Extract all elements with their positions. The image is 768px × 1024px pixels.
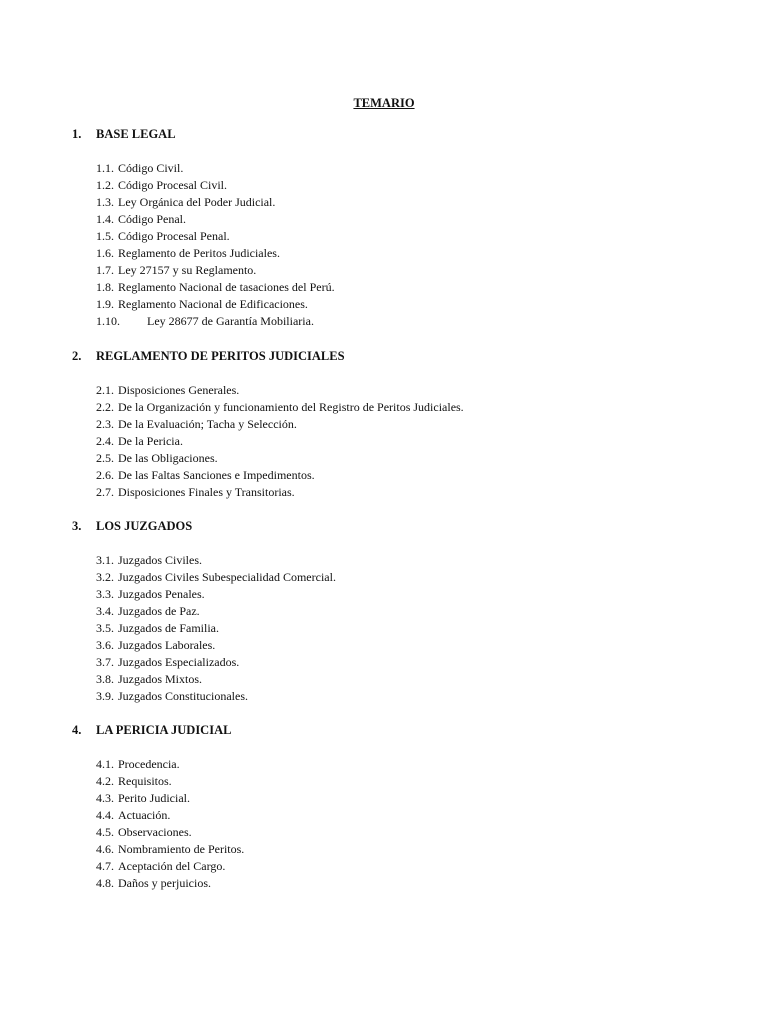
list-item-number: 2.3. <box>96 417 114 431</box>
list-item <box>96 211 712 228</box>
list-item-text: Ley 28677 de Garantía Mobiliaria. <box>147 314 314 328</box>
list-item <box>96 228 712 245</box>
list-item <box>96 450 712 467</box>
list-item-text: De la Organización y funcionamiento del Registro de Peritos Judiciales. <box>118 400 464 414</box>
section-number: 3. <box>72 519 82 533</box>
list-item-number: 4.3. <box>96 791 114 805</box>
section-number: 1. <box>72 127 82 141</box>
list-item <box>96 841 712 858</box>
list-item-text: Código Procesal Civil. <box>118 178 227 192</box>
section-item-list <box>72 756 712 892</box>
list-item-text: Código Penal. <box>118 212 186 226</box>
list-item-number: 3.9. <box>96 689 114 703</box>
list-item <box>96 688 712 705</box>
list-item-text: Código Civil. <box>118 161 184 175</box>
list-item-text: Juzgados Civiles. <box>118 553 202 567</box>
list-item-text: Juzgados de Familia. <box>118 621 219 635</box>
list-item-number: 1.9. <box>96 297 114 311</box>
list-item <box>96 620 712 637</box>
list-item <box>96 858 712 875</box>
section-item-list <box>72 160 712 330</box>
list-item-number: 3.2. <box>96 570 114 584</box>
list-item-text: De la Evaluación; Tacha y Selección. <box>118 417 297 431</box>
list-item <box>96 552 712 569</box>
list-item-text: Juzgados Constitucionales. <box>118 689 248 703</box>
list-item <box>96 177 712 194</box>
list-item-number: 1.5. <box>96 229 114 243</box>
list-item-text: De la Pericia. <box>118 434 183 448</box>
list-item-number: 1.3. <box>96 195 114 209</box>
list-item <box>96 416 712 433</box>
section-item-list <box>72 552 712 705</box>
list-item-number: 3.7. <box>96 655 114 669</box>
list-item <box>96 245 712 262</box>
list-item <box>96 756 712 773</box>
list-item-text: Juzgados Mixtos. <box>118 672 202 686</box>
list-item <box>96 773 712 790</box>
list-item <box>96 399 712 416</box>
list-item <box>96 637 712 654</box>
list-item-text: De las Obligaciones. <box>118 451 218 465</box>
list-item <box>96 790 712 807</box>
section-los-juzgados <box>72 517 712 705</box>
list-item-number: 4.7. <box>96 859 114 873</box>
list-item <box>96 313 712 330</box>
list-item-number: 4.5. <box>96 825 114 839</box>
list-item-number: 1.10. <box>96 314 120 328</box>
list-item-text: Actuación. <box>118 808 171 822</box>
list-item-number: 3.3. <box>96 587 114 601</box>
list-item-text: Reglamento de Peritos Judiciales. <box>118 246 280 260</box>
list-item <box>96 194 712 211</box>
list-item <box>96 875 712 892</box>
list-item <box>96 279 712 296</box>
list-item-number: 2.7. <box>96 485 114 499</box>
list-item <box>96 382 712 399</box>
section-pericia-judicial <box>72 721 712 892</box>
list-item <box>96 467 712 484</box>
list-item-text: Juzgados Civiles Subespecialidad Comercial. <box>118 570 336 584</box>
list-item-text: Código Procesal Penal. <box>118 229 230 243</box>
list-item-number: 1.4. <box>96 212 114 226</box>
list-item <box>96 262 712 279</box>
list-item-text: Daños y perjuicios. <box>118 876 211 890</box>
list-item-text: Perito Judicial. <box>118 791 190 805</box>
list-item-text: Juzgados Especializados. <box>118 655 240 669</box>
section-number: 2. <box>72 349 82 363</box>
document-title: TEMARIO <box>353 96 415 110</box>
section-heading <box>72 517 712 535</box>
list-item-number: 2.6. <box>96 468 114 482</box>
list-item <box>96 824 712 841</box>
section-title: LA PERICIA JUDICIAL <box>96 723 232 737</box>
list-item-number: 1.8. <box>96 280 114 294</box>
section-number: 4. <box>72 723 82 737</box>
list-item-number: 4.6. <box>96 842 114 856</box>
list-item <box>96 586 712 603</box>
section-title: LOS JUZGADOS <box>96 519 193 533</box>
list-item-text: De las Faltas Sanciones e Impedimentos. <box>118 468 315 482</box>
list-item-text: Reglamento Nacional de tasaciones del Perú. <box>118 280 335 294</box>
list-item-number: 4.1. <box>96 757 114 771</box>
list-item-number: 4.2. <box>96 774 114 788</box>
section-heading <box>72 125 712 143</box>
list-item <box>96 654 712 671</box>
section-heading <box>72 721 712 739</box>
list-item <box>96 603 712 620</box>
list-item-number: 3.8. <box>96 672 114 686</box>
section-heading <box>72 347 712 365</box>
list-item-number: 4.8. <box>96 876 114 890</box>
section-base-legal <box>72 125 712 330</box>
list-item-number: 3.6. <box>96 638 114 652</box>
list-item <box>96 484 712 501</box>
list-item-text: Ley Orgánica del Poder Judicial. <box>118 195 276 209</box>
list-item-number: 1.7. <box>96 263 114 277</box>
list-item-text: Disposiciones Generales. <box>118 383 240 397</box>
list-item <box>96 160 712 177</box>
list-item-text: Reglamento Nacional de Edificaciones. <box>118 297 308 311</box>
list-item <box>96 569 712 586</box>
list-item-number: 2.2. <box>96 400 114 414</box>
section-item-list <box>72 382 712 501</box>
list-item-number: 4.4. <box>96 808 114 822</box>
list-item-number: 2.4. <box>96 434 114 448</box>
list-item <box>96 807 712 824</box>
section-reglamento-peritos <box>72 347 712 501</box>
list-item-text: Ley 27157 y su Reglamento. <box>118 263 257 277</box>
list-item-number: 3.5. <box>96 621 114 635</box>
list-item <box>96 296 712 313</box>
list-item-number: 1.6. <box>96 246 114 260</box>
list-item-text: Requisitos. <box>118 774 172 788</box>
list-item-number: 3.1. <box>96 553 114 567</box>
list-item-number: 2.1. <box>96 383 114 397</box>
section-title: BASE LEGAL <box>96 127 176 141</box>
list-item-number: 1.1. <box>96 161 114 175</box>
list-item <box>96 433 712 450</box>
list-item-number: 2.5. <box>96 451 114 465</box>
list-item-number: 3.4. <box>96 604 114 618</box>
list-item <box>96 671 712 688</box>
section-title: REGLAMENTO DE PERITOS JUDICIALES <box>96 349 345 363</box>
list-item-text: Procedencia. <box>118 757 180 771</box>
list-item-text: Juzgados Penales. <box>118 587 205 601</box>
list-item-text: Juzgados Laborales. <box>118 638 216 652</box>
list-item-text: Juzgados de Paz. <box>118 604 200 618</box>
list-item-number: 1.2. <box>96 178 114 192</box>
list-item-text: Aceptación del Cargo. <box>118 859 226 873</box>
list-item-text: Observaciones. <box>118 825 192 839</box>
list-item-text: Disposiciones Finales y Transitorias. <box>118 485 295 499</box>
list-item-text: Nombramiento de Peritos. <box>118 842 245 856</box>
